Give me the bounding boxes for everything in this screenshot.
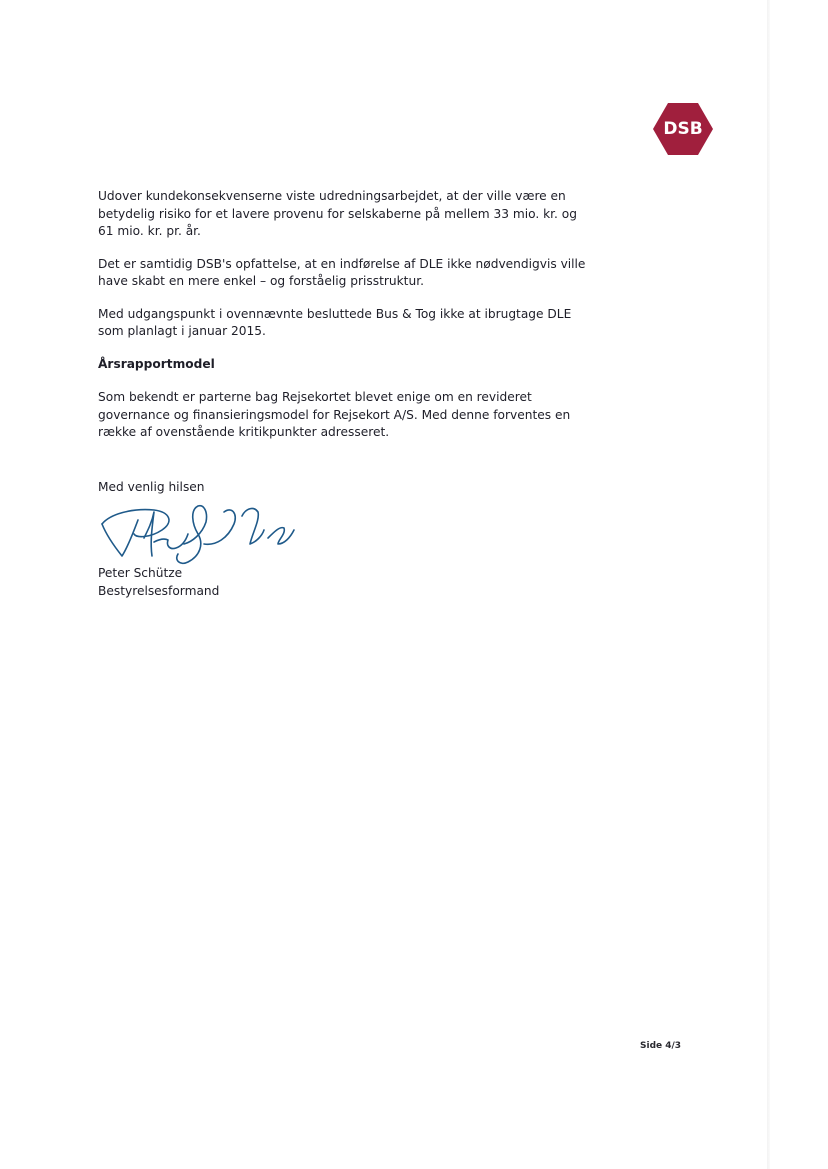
paragraph-dsb-opinion: Det er samtidig DSB's opfattelse, at en indførelse af DLE ikke nødvendigvis ville have skabt en mere enkel – og forståelig prisstruktur. (98, 256, 586, 288)
dsb-logo-text: DSB (663, 119, 703, 139)
paragraph-decision: Med udgangspunkt i ovennævnte besluttede Bus & Tog ikke at ibrugtage DLE som planlagt i januar 2015. (98, 306, 572, 338)
letter-body (98, 188, 588, 457)
dsb-logo (653, 103, 713, 155)
signer-name: Peter Schütze (98, 566, 183, 580)
closing-salutation: Med venlig hilsen (98, 480, 205, 494)
section-heading: Årsrapportmodel (98, 356, 215, 371)
signer-title: Bestyrelsesformand (98, 583, 220, 598)
paragraph-revenue-risk: Udover kundekonsekvenserne viste udredningsarbejdet, at der ville være en betydelig risiko for et lavere provenu for selskaberne på mellem 33 mio. kr. og 61 mio. kr. pr. år. (98, 189, 577, 238)
page-number: Side 4/3 (640, 1041, 682, 1051)
signer-block (98, 565, 219, 600)
handwritten-signature (92, 494, 304, 574)
paragraph-governance: Som bekendt er parterne bag Rejsekortet blevet enige om en revideret governance og finansieringsmodel for Rejsekort A/S. Med denne forventes en række af ovenstående kritikpunkter adresseret. (98, 390, 571, 439)
page-edge-shadow (767, 0, 770, 1169)
